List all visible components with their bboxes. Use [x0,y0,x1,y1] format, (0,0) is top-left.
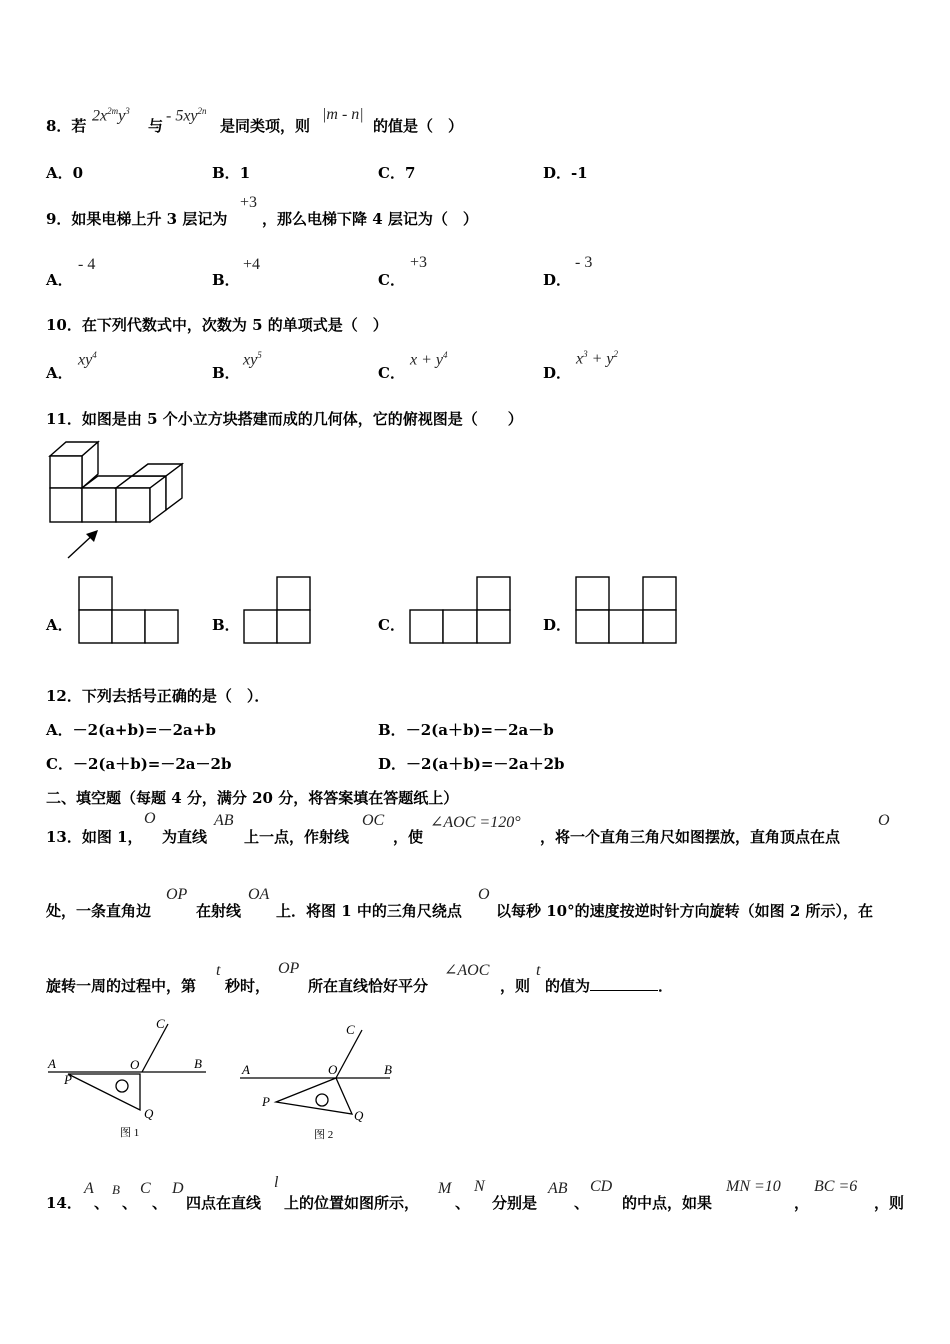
q9-option-c-value: +3 [410,254,428,271]
q14-sep2: 、 [122,1194,138,1212]
q14-t3: 分别是 [492,1194,538,1212]
q14-MN: MN =10 [726,1178,781,1195]
q13-l2-c: 上．将图 1 中的三角尺绕点 [276,902,462,920]
q13-l1-c: 上一点，作射线 [244,828,350,846]
q13-l2-O: O [478,886,490,903]
q13-l3-e: 的值为 [545,977,591,995]
q9-option-b-value: +4 [243,256,261,273]
q13-l1-e: ，将一个直角三角尺如图摆放，直角顶点在点 [540,828,841,846]
q10-option-c-expr: $x + y^4$ [410,350,448,369]
q13-l2-OA: OA [248,886,270,903]
fig2-caption: 图 2 [314,1129,334,1141]
q10-option-d-expr: $x^3 + y^2$ [576,349,619,368]
q11-option-c[interactable]: C． [378,616,405,634]
q13-l1-b: 为直线 [162,828,208,846]
q8-option-c[interactable]: C．7 [378,164,416,182]
q9-text1: 9．如果电梯上升 3 层记为 [46,210,228,228]
q13-l3-a: 旋转一周的过程中，第 [46,977,197,995]
fig1-label-q: Q [144,1106,154,1121]
q13-l1-AB: AB [214,812,234,829]
q13-l1-a: 13．如图 1， [46,828,143,846]
q14-AB: AB [548,1180,568,1197]
q9-option-a-value: - 4 [78,256,96,273]
q12-option-b[interactable]: B．－2(a＋b)=－2a－b [378,721,554,739]
q13-l1-angle: ∠AOC =120° [430,814,521,831]
q11-option-a[interactable]: A． [46,616,73,634]
q8-tail: 的值是（ ） [373,117,464,135]
q14-B: B [112,1182,120,1197]
q10-option-a[interactable]: A． [46,364,73,382]
cube-front [82,488,116,522]
fig2-label-c: C [346,1022,355,1037]
q14-sep1: 、 [94,1194,110,1212]
q11-option-b[interactable]: B． [212,616,240,634]
q11-solid-figure [40,438,200,563]
fig2-label-b: B [384,1062,392,1077]
q10-text: 10．在下列代数式中，次数为 5 的单项式是（ ） [46,316,388,334]
q14-sep4: 、 [455,1194,471,1212]
q11-option-d[interactable]: D． [543,616,572,634]
q13-l2-d: 以每秒 10°的速度按逆时针方向旋转（如图 2 所示），在 [496,902,873,920]
q9-option-a[interactable]: A． [46,271,73,289]
triangle [68,1074,140,1110]
q13-l3-e-wrap [545,975,673,996]
q14-sep3: 、 [152,1194,168,1212]
q9-math1: +3 [240,194,258,211]
q13-l3-t: t [216,962,221,979]
q11-option-b-figure[interactable] [243,576,315,644]
q8-abs-expr: |m - n| [322,106,364,123]
q14-t1: 四点在直线 [186,1194,262,1212]
q13-l3-angle: ∠AOC [444,962,490,979]
q14-BC: BC =6 [814,1178,858,1195]
q14-D: D [172,1180,184,1197]
q14-t2: 上的位置如图所示， [284,1194,420,1212]
q8-term2: - $5xy^{2n}$ [166,106,207,125]
q13-l3-OP: OP [278,960,300,977]
q12-option-a[interactable]: A．－2(a+b)=－2a+b [46,721,216,739]
q14-comma: ， [794,1194,810,1212]
q14-N: N [474,1178,485,1195]
fig2-label-o: O [328,1062,338,1077]
q9-text2: ，那么电梯下降 4 层记为（ ） [262,210,478,228]
q10-option-b-expr: $xy^5$ [243,350,262,369]
q13-answer-blank[interactable] [590,976,658,991]
fig1-label-c: C [156,1016,165,1031]
q9-option-d-value: - 3 [575,254,593,271]
q13-l3-c: 所在直线恰好平分 [308,977,429,995]
q14-sep5: 、 [574,1194,590,1212]
ray-OC [336,1030,362,1078]
q14-t5: ，则 [874,1194,905,1212]
fig2-label-a: A [242,1062,250,1077]
q13-l2-OP: OP [166,886,188,903]
q8-option-b[interactable]: B．1 [212,164,251,182]
q13-l2-a: 处，一条直角边 [46,902,152,920]
q10-option-b[interactable]: B． [212,364,240,382]
fig2-label-p: P [262,1094,270,1109]
q9-option-c[interactable]: C． [378,271,405,289]
q12-text: 12．下列去括号正确的是（ ）． [46,687,270,705]
q13-l2-b: 在射线 [196,902,242,920]
q11-option-c-figure[interactable] [409,576,515,644]
q8-mid: 是同类项，则 [220,117,311,135]
q10-option-c[interactable]: C． [378,364,405,382]
fig2-label-q: Q [354,1108,364,1123]
q8-conn: 与 [148,117,164,135]
q14-num: 14． [46,1194,82,1212]
q8-stem [46,115,86,136]
q13-l1-O: O [144,810,156,827]
q9-option-d[interactable]: D． [543,271,572,289]
section2-title: 二、填空题（每题 4 分，满分 20 分，将答案填在答题纸上） [46,789,459,807]
q13-figure-1 [40,1014,220,1144]
fig1-label-p: P [64,1072,72,1087]
q11-option-a-figure[interactable] [78,576,182,644]
cube-front [50,456,82,488]
fig1-label-a: A [48,1056,56,1071]
triangle [276,1078,352,1114]
q13-l3-f: ． [658,977,674,995]
q12-option-c[interactable]: C．－2(a＋b)=－2a－2b [46,755,232,773]
q14-M: M [438,1180,452,1197]
q13-l1-O2: O [878,812,890,829]
q14-CD: CD [590,1178,613,1195]
q14-l: l [274,1174,279,1191]
q14-A: A [84,1180,94,1197]
q9-option-b[interactable]: B． [212,271,240,289]
q8-option-d[interactable]: D．-1 [543,164,588,182]
q8-option-a[interactable]: A．0 [46,164,84,182]
q14-t4: 的中点，如果 [622,1194,713,1212]
q8-term1: $2x^{2m}y^3$ [92,106,130,125]
ray-OC [142,1024,168,1072]
q11-option-d-figure[interactable] [575,576,681,644]
q13-figure-2 [236,1014,406,1144]
q12-option-d[interactable]: D．－2(a＋b)=－2a＋2b [378,755,565,773]
cube-front [116,488,150,522]
q13-l3-d: ，则 [500,977,531,995]
q13-l3-b: 秒时， [225,977,271,995]
cube-front [50,488,82,522]
q14-C: C [140,1180,151,1197]
q13-l1-d: ，使 [393,828,424,846]
q10-option-d[interactable]: D． [543,364,572,382]
fig1-caption: 图 1 [120,1127,140,1139]
fig1-label-o: O [130,1057,140,1072]
q11-text: 11．如图是由 5 个小立方块搭建而成的几何体，它的俯视图是（ ） [46,410,523,428]
fig1-label-b: B [194,1056,202,1071]
q13-l3-t2: t [536,962,541,979]
q10-option-a-expr: $xy^4$ [78,350,97,369]
q13-l1-OC: OC [362,812,385,829]
q8-number: 8．若 [46,117,87,135]
